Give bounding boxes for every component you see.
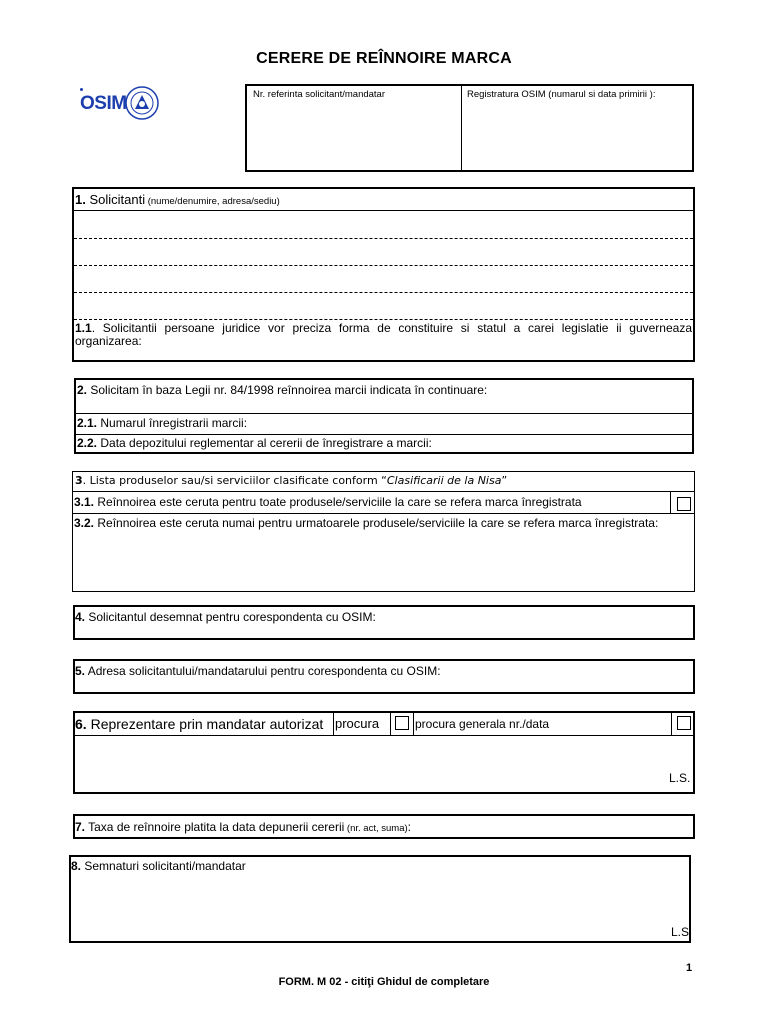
section-8-signatures[interactable] — [69, 855, 691, 943]
section-6-label: Reprezentare prin mandatar autorizat — [86, 716, 324, 732]
page-title: CERERE DE REÎNNOIRE MARCA — [256, 50, 512, 67]
products-list-area[interactable] — [73, 534, 694, 591]
section-3-2-text — [74, 516, 658, 531]
procura-checkbox[interactable] — [395, 716, 409, 730]
section-6-header — [75, 716, 323, 733]
divider — [76, 434, 692, 435]
renew-all-checkbox[interactable] — [677, 497, 691, 511]
section-7-header — [75, 820, 411, 836]
cell-divider — [671, 713, 672, 735]
ls-stamp-label: L.S. — [669, 771, 691, 785]
applicant-line-1[interactable] — [74, 211, 693, 238]
form-footer: FORM. M 02 - citiţi Ghidul de completare — [278, 976, 490, 988]
section-1-header — [75, 192, 280, 209]
divider — [73, 491, 694, 492]
applicant-line-2[interactable] — [74, 239, 693, 265]
section-4-number: 4. — [75, 610, 86, 624]
section-5-address[interactable] — [73, 659, 695, 694]
section-7-label: Taxa de reînnoire platita la data depunerii cererii — [85, 820, 345, 834]
section-2-label: Solicitam în baza Legii nr. 84/1998 reînnoirea marcii indicata în continuare: — [87, 383, 488, 397]
section-5-label: Adresa solicitantului/mandatarului pentru corespondenta cu OSIM: — [85, 664, 441, 678]
applicant-line-3[interactable] — [74, 266, 693, 292]
applicant-reference-field[interactable]: Nr. referinta solicitant/mandatar — [253, 89, 386, 100]
osim-emblem-icon — [124, 85, 160, 121]
logo-dot-icon — [80, 88, 83, 91]
section-3-products — [72, 471, 695, 592]
representative-details-area[interactable] — [75, 736, 693, 792]
cell-divider — [390, 713, 391, 735]
section-3-1-number: 3.1. — [74, 495, 95, 509]
general-procura-label: procura generala nr./data — [415, 717, 550, 731]
section-2-number: 2. — [77, 383, 88, 397]
section-4-correspondent[interactable] — [73, 605, 695, 640]
section-1-1-text — [75, 322, 692, 348]
section-7-hint: (nr. act, suma) — [344, 823, 408, 834]
section-7-renewal-fee[interactable] — [73, 814, 695, 839]
section-4-header — [75, 610, 376, 625]
section-4-label: Solicitantul desemnat pentru corespondenta cu OSIM: — [85, 610, 376, 624]
dashed-line — [74, 319, 693, 320]
section-2-header — [77, 383, 487, 398]
section-8-header — [71, 859, 246, 874]
section-1-hint: (nume/denumire, adresa/sediu) — [145, 196, 280, 207]
section-1-number: 1. — [75, 192, 86, 207]
section-1-applicants — [72, 187, 695, 362]
osim-registry-field[interactable]: Registratura OSIM (numarul si data primirii ): — [467, 89, 656, 100]
section-5-number: 5. — [75, 664, 86, 678]
section-3-prefix: . Lista produselor sau/si serviciilor clasificate conform “ — [82, 474, 387, 487]
section-3-1-text — [74, 495, 582, 510]
page-number: 1 — [686, 962, 693, 974]
divider — [76, 413, 692, 414]
section-3-2-number: 3.2. — [74, 516, 95, 530]
divider — [73, 513, 694, 514]
cell-divider — [413, 713, 414, 735]
section-1-1-label: . Solicitantii persoane juridice vor preciza forma de constituire si statul a carei legislatie ii guverneaza organizarea: — [75, 321, 692, 348]
section-5-header — [75, 664, 441, 679]
section-6-representation — [73, 711, 695, 794]
section-3-2-label: Reînnoirea este ceruta numai pentru urmatoarele produsele/serviciile la care se refera marca înregistrata: — [94, 516, 659, 530]
section-8-label: Semnaturi solicitanti/mandatar — [81, 859, 246, 873]
section-2-2-number: 2.2. — [77, 436, 98, 450]
section-2-1-number: 2.1. — [77, 416, 98, 430]
section-3-header — [75, 473, 507, 488]
section-3-number: 3 — [75, 474, 83, 487]
section-1-1-number: 1.1 — [75, 321, 92, 335]
procura-option-label: procura — [335, 716, 380, 731]
deposit-date-field[interactable] — [77, 436, 432, 451]
section-7-number: 7. — [75, 820, 86, 834]
section-2-2-label: Data depozitului reglementar al cererii de înregistrare a marcii: — [97, 436, 432, 450]
logo-text: OSIM — [80, 93, 127, 114]
section-2-1-label: Numarul înregistrarii marcii: — [97, 416, 248, 430]
section-8-number: 8. — [71, 859, 82, 873]
section-2-renewal — [74, 378, 694, 454]
reference-box — [245, 84, 694, 172]
reference-divider — [461, 86, 462, 172]
checkbox-cell-divider — [670, 491, 671, 513]
osim-logo — [80, 85, 170, 125]
general-procura-checkbox[interactable] — [677, 716, 691, 730]
section-1-label: Solicitanti — [85, 192, 146, 207]
section-3-suffix: ” — [501, 474, 508, 487]
cell-divider — [333, 713, 334, 735]
section-7-colon: : — [407, 820, 411, 834]
applicant-line-4[interactable] — [74, 293, 693, 319]
section-3-1-label: Reînnoirea este ceruta pentru toate produsele/serviciile la care se refera marca înregistrata — [94, 495, 582, 509]
section-6-number: 6. — [75, 716, 87, 732]
nisa-classification: Clasificarii de la Nisa — [386, 474, 502, 487]
registration-number-field[interactable] — [77, 416, 247, 431]
signature-ls-label: L.S — [671, 925, 690, 939]
